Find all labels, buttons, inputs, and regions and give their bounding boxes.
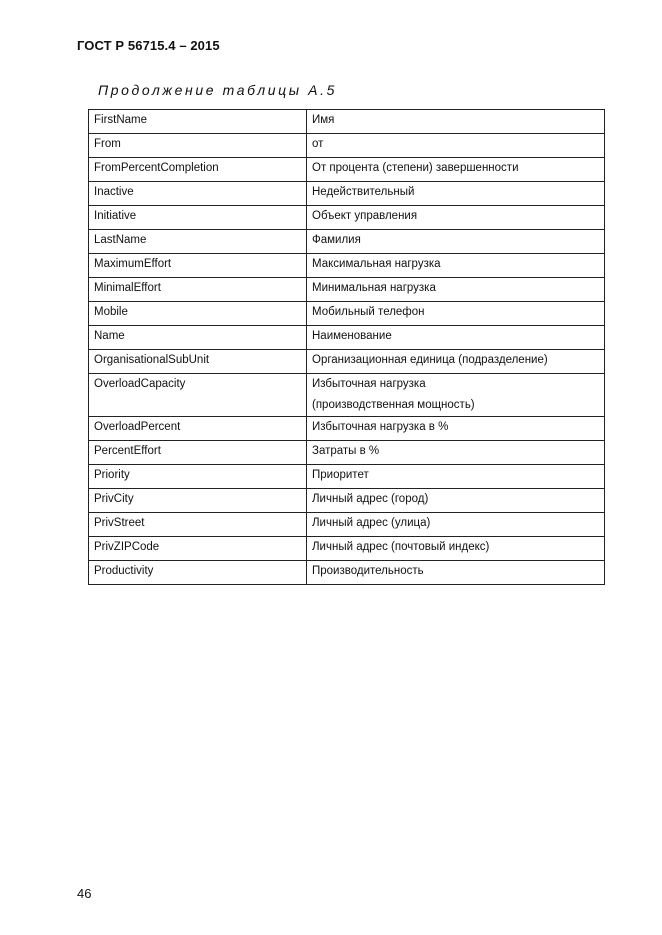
translation-cell: Приоритет [307, 465, 605, 489]
translation-cell: Мобильный телефон [307, 302, 605, 326]
document-header: ГОСТ Р 56715.4 – 2015 [77, 38, 220, 53]
term-cell: FirstName [89, 110, 307, 134]
table-row [89, 182, 605, 206]
term-cell: OverloadPercent [89, 417, 307, 441]
term-cell: OrganisationalSubUnit [89, 350, 307, 374]
term-cell: MaximumEffort [89, 254, 307, 278]
table-row [89, 374, 605, 417]
translation-line: Избыточная нагрузка [312, 378, 426, 390]
table-row [89, 230, 605, 254]
terms-table [88, 109, 605, 585]
translation-cell: Личный адрес (город) [307, 489, 605, 513]
table-row [89, 326, 605, 350]
table-row [89, 254, 605, 278]
translation-cell: Имя [307, 110, 605, 134]
translation-cell: от [307, 134, 605, 158]
term-cell: Name [89, 326, 307, 350]
translation-cell: Фамилия [307, 230, 605, 254]
table-row [89, 513, 605, 537]
translation-cell: Организационная единица (подразделение) [307, 350, 605, 374]
translation-cell: Минимальная нагрузка [307, 278, 605, 302]
term-cell: Productivity [89, 561, 307, 585]
term-cell: PercentEffort [89, 441, 307, 465]
term-cell: PrivStreet [89, 513, 307, 537]
translation-cell: Объект управления [307, 206, 605, 230]
table-row [89, 302, 605, 326]
translation-cell: Личный адрес (улица) [307, 513, 605, 537]
term-cell: Priority [89, 465, 307, 489]
term-cell: Inactive [89, 182, 307, 206]
term-cell: MinimalEffort [89, 278, 307, 302]
translation-line: (производственная мощность) [312, 399, 475, 411]
translation-cell: Личный адрес (почтовый индекс) [307, 537, 605, 561]
translation-cell: От процента (степени) завершенности [307, 158, 605, 182]
table-row [89, 489, 605, 513]
table-row [89, 110, 605, 134]
translation-cell: Производительность [307, 561, 605, 585]
table-row [89, 465, 605, 489]
table-row [89, 278, 605, 302]
translation-cell: Избыточная нагрузка в % [307, 417, 605, 441]
table-row [89, 441, 605, 465]
term-cell: From [89, 134, 307, 158]
page-number: 46 [77, 886, 92, 901]
table-row [89, 134, 605, 158]
translation-cell: Затраты в % [307, 441, 605, 465]
term-cell: PrivZIPCode [89, 537, 307, 561]
term-cell: FromPercentCompletion [89, 158, 307, 182]
table-row [89, 206, 605, 230]
term-cell: Initiative [89, 206, 307, 230]
translation-cell: Недействительный [307, 182, 605, 206]
term-cell: LastName [89, 230, 307, 254]
table-caption: Продолжение таблицы А.5 [98, 82, 337, 98]
translation-cell: Наименование [307, 326, 605, 350]
term-cell: Mobile [89, 302, 307, 326]
term-cell: PrivCity [89, 489, 307, 513]
table-row [89, 417, 605, 441]
table-row [89, 537, 605, 561]
table-row [89, 158, 605, 182]
table-row [89, 561, 605, 585]
term-cell: OverloadCapacity [89, 374, 307, 417]
table-row [89, 350, 605, 374]
translation-cell: Максимальная нагрузка [307, 254, 605, 278]
translation-cell [307, 374, 605, 417]
